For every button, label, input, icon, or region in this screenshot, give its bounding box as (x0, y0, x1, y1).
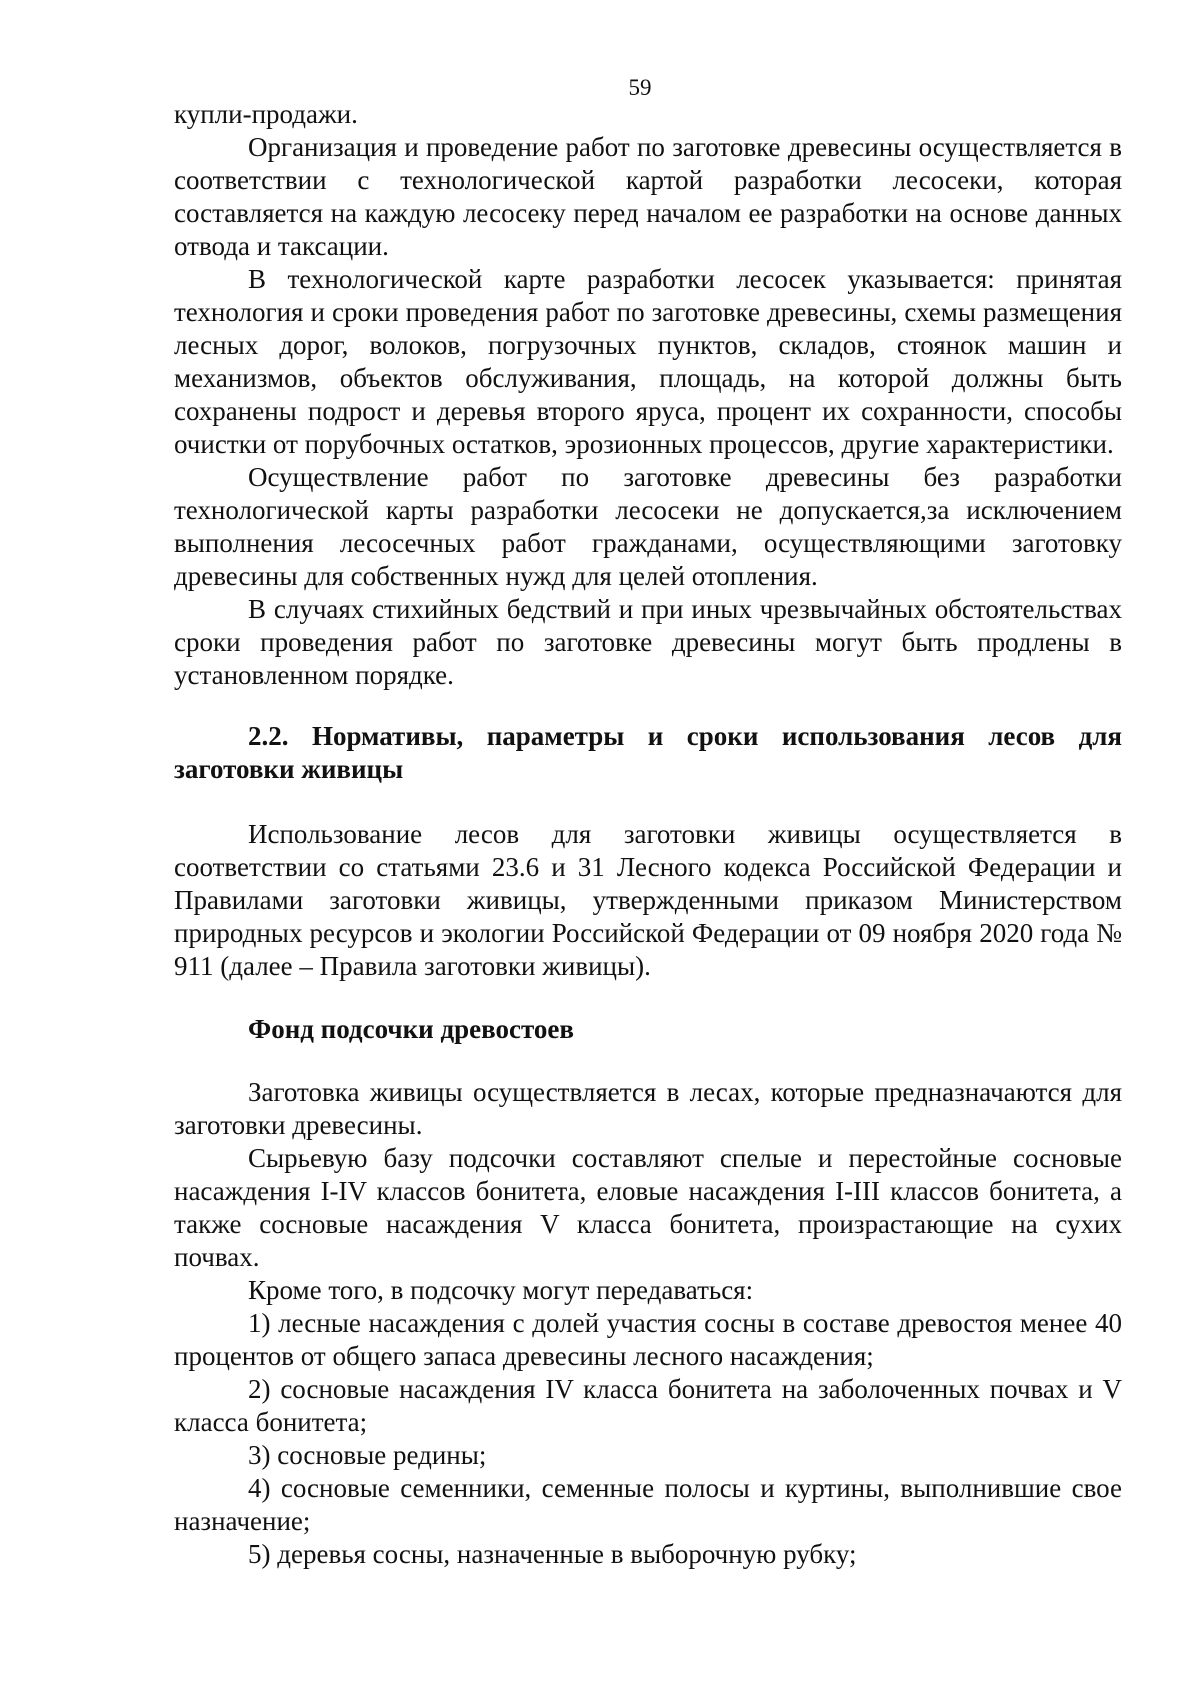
list-item: 5) деревья сосны, назначенные в выборочную рубку; (248, 1539, 857, 1569)
paragraph: Кроме того, в подсочку могут передаваться: (248, 1275, 754, 1305)
section-heading: 2.2. Нормативы, параметры и сроки использования лесов для заготовки живицы (174, 721, 1122, 784)
list-item: 1) лесные насаждения с долей участия сосны в составе древостоя менее 40 процентов от общего запаса древесины лесного насаждения; (174, 1308, 1122, 1371)
list-item: 4) сосновые семенники, семенные полосы и куртины, выполнившие свое назначение; (174, 1473, 1122, 1536)
page-number: 59 (628, 75, 652, 100)
paragraph: В технологической карте разработки лесосек указывается: принятая технология и сроки проведения работ по заготовке древесины, схемы размещения лесных дорог, волоков, погрузочных пунктов, складов, стоянок машин и механизмов, объектов обслуживания, площадь, на которой должны быть сохранены подрост и деревья второго яруса, процент их сохранности, способы очистки от порубочных остатков, эрозионных процессов, другие характеристики. (174, 264, 1122, 459)
list-item: 3) сосновые редины; (248, 1440, 487, 1470)
paragraph: купли-продажи. (174, 99, 358, 129)
subsection-heading: Фонд подсочки древостоев (248, 1014, 574, 1044)
document-body (174, 98, 1122, 1571)
paragraph: Сырьевую базу подсочки составляют спелые и перестойные сосновые насаждения I-IV классов бонитета, еловые насаждения I-III классов бонитета, а также сосновые насаждения V класса бонитета, произрастающие на сухих почвах. (174, 1143, 1122, 1272)
paragraph: В случаях стихийных бедствий и при иных чрезвычайных обстоятельствах сроки проведения работ по заготовке древесины могут быть продлены в установленном порядке. (174, 594, 1122, 690)
list-item: 2) сосновые насаждения IV класса бонитета на заболоченных почвах и V класса бонитета; (174, 1374, 1122, 1437)
paragraph: Осуществление работ по заготовке древесины без разработки технологической карты разработки лесосеки не допускается,за исключением выполнения лесосечных работ гражданами, осуществляющими заготовку древесины для собственных нужд для целей отопления. (174, 462, 1122, 591)
paragraph: Организация и проведение работ по заготовке древесины осуществляется в соответствии с технологической картой разработки лесосеки, которая составляется на каждую лесосеку перед началом ее разработки на основе данных отвода и таксации. (174, 132, 1122, 261)
paragraph: Заготовка живицы осуществляется в лесах, которые предназначаются для заготовки древесины. (174, 1077, 1122, 1140)
paragraph: Использование лесов для заготовки живицы осуществляется в соответствии со статьями 23.6 и 31 Лесного кодекса Российской Федерации и Правилами заготовки живицы, утвержденными приказом Министерством природных ресурсов и экологии Российской Федерации от 09 ноября 2020 года № 911 (далее – Правила заготовки живицы). (174, 819, 1122, 981)
